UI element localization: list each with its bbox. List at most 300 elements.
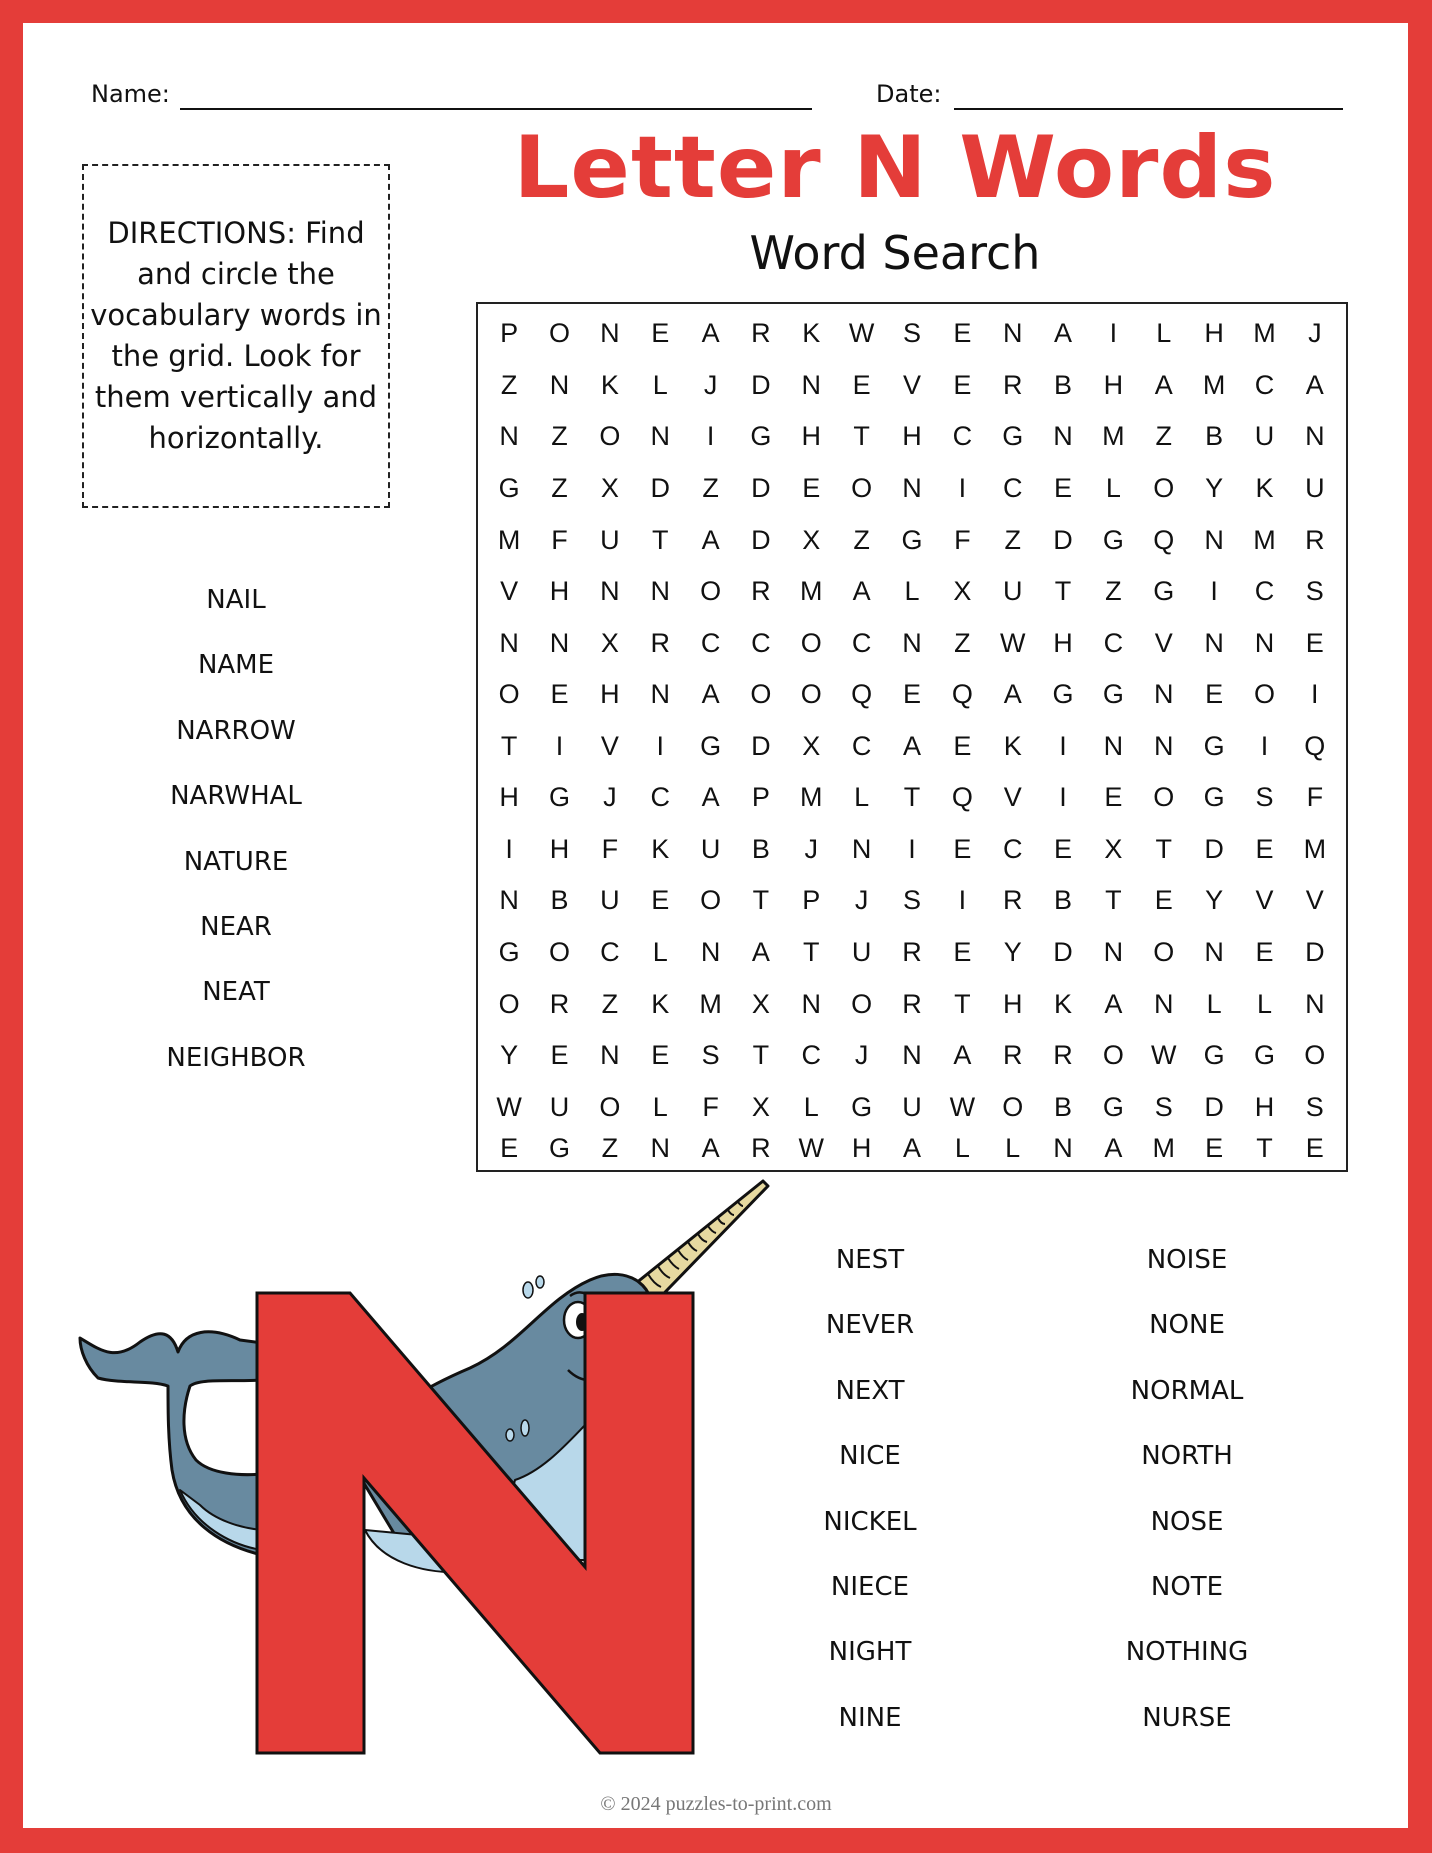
grid-cell[interactable]: O bbox=[851, 988, 873, 1019]
grid-cell[interactable]: Z bbox=[853, 524, 870, 555]
grid-cell[interactable]: N bbox=[650, 1133, 670, 1163]
grid-cell[interactable]: P bbox=[500, 318, 519, 349]
grid-cell[interactable]: D bbox=[1305, 937, 1325, 968]
grid-cell[interactable]: T bbox=[500, 730, 518, 761]
grid-cell[interactable]: G bbox=[1002, 421, 1024, 452]
grid-cell[interactable]: E bbox=[902, 679, 921, 710]
grid-cell[interactable]: N bbox=[600, 1040, 620, 1071]
grid-cell[interactable]: Q bbox=[851, 679, 873, 710]
grid-cell[interactable]: E bbox=[1205, 679, 1224, 710]
grid-cell[interactable]: G bbox=[1102, 524, 1124, 555]
grid-cell[interactable]: O bbox=[549, 318, 571, 349]
grid-cell[interactable]: Z bbox=[954, 627, 971, 658]
grid-cell[interactable]: S bbox=[902, 318, 921, 349]
grid-cell[interactable]: A bbox=[701, 1133, 720, 1163]
grid-cell[interactable]: G bbox=[1203, 1040, 1225, 1071]
grid-cell[interactable]: N bbox=[700, 937, 721, 968]
grid-cell[interactable]: W bbox=[496, 1091, 522, 1122]
grid-cell[interactable]: U bbox=[549, 1091, 570, 1122]
grid-cell[interactable]: G bbox=[1102, 1091, 1124, 1122]
grid-cell[interactable]: E bbox=[953, 318, 972, 349]
grid-cell[interactable]: N bbox=[902, 627, 922, 658]
grid-cell[interactable]: Z bbox=[551, 421, 568, 452]
grid-cell[interactable]: E bbox=[1104, 782, 1123, 813]
grid-cell[interactable]: K bbox=[651, 833, 670, 864]
grid-cell[interactable]: G bbox=[750, 421, 772, 452]
grid-cell[interactable]: B bbox=[1205, 421, 1224, 452]
grid-cell[interactable]: T bbox=[1256, 1133, 1273, 1163]
grid-cell[interactable]: F bbox=[954, 524, 971, 555]
grid-cell[interactable]: C bbox=[851, 627, 872, 658]
grid-cell[interactable]: N bbox=[549, 627, 570, 658]
grid-cell[interactable]: B bbox=[1054, 1091, 1073, 1122]
grid-cell[interactable]: N bbox=[1204, 937, 1224, 968]
grid-cell[interactable]: E bbox=[651, 885, 670, 916]
grid-cell[interactable]: N bbox=[549, 369, 570, 400]
grid-cell[interactable]: N bbox=[851, 833, 872, 864]
grid-cell[interactable]: M bbox=[1152, 1133, 1175, 1163]
date-field-line[interactable] bbox=[954, 108, 1343, 110]
grid-cell[interactable]: O bbox=[1102, 1040, 1124, 1071]
grid-cell[interactable]: Q bbox=[951, 679, 973, 710]
grid-cell[interactable]: T bbox=[752, 885, 770, 916]
grid-cell[interactable]: N bbox=[650, 576, 670, 607]
grid-cell[interactable]: D bbox=[1204, 833, 1224, 864]
grid-cell[interactable]: R bbox=[902, 988, 922, 1019]
grid-cell[interactable]: V bbox=[600, 730, 619, 761]
grid-cell[interactable]: E bbox=[1205, 1133, 1224, 1163]
grid-cell[interactable]: C bbox=[600, 937, 620, 968]
grid-cell[interactable]: O bbox=[1153, 782, 1175, 813]
grid-cell[interactable]: X bbox=[751, 988, 770, 1019]
grid-cell[interactable]: L bbox=[854, 782, 870, 813]
grid-cell[interactable]: V bbox=[902, 369, 921, 400]
grid-cell[interactable]: M bbox=[699, 988, 722, 1019]
grid-cell[interactable]: B bbox=[1054, 885, 1073, 916]
grid-cell[interactable]: I bbox=[1059, 730, 1067, 761]
grid-cell[interactable]: C bbox=[1002, 472, 1023, 503]
grid-cell[interactable]: D bbox=[1053, 524, 1073, 555]
grid-cell[interactable]: G bbox=[851, 1091, 873, 1122]
grid-cell[interactable]: N bbox=[1204, 627, 1224, 658]
grid-cell[interactable]: O bbox=[1253, 679, 1275, 710]
grid-cell[interactable]: V bbox=[1003, 782, 1022, 813]
grid-cell[interactable]: N bbox=[1254, 627, 1275, 658]
grid-cell[interactable]: E bbox=[953, 937, 972, 968]
grid-cell[interactable]: X bbox=[802, 730, 821, 761]
grid-cell[interactable]: M bbox=[1102, 421, 1125, 452]
grid-cell[interactable]: N bbox=[801, 369, 822, 400]
grid-cell[interactable]: T bbox=[954, 988, 971, 1019]
grid-cell[interactable]: S bbox=[1305, 576, 1324, 607]
grid-cell[interactable]: Z bbox=[702, 472, 719, 503]
grid-cell[interactable]: I bbox=[958, 472, 967, 503]
grid-cell[interactable]: N bbox=[600, 576, 620, 607]
grid-cell[interactable]: D bbox=[1053, 937, 1073, 968]
grid-cell[interactable]: I bbox=[555, 730, 564, 761]
grid-cell[interactable]: W bbox=[1151, 1040, 1177, 1071]
grid-cell[interactable]: Z bbox=[551, 472, 568, 503]
grid-cell[interactable]: N bbox=[499, 627, 519, 658]
grid-cell[interactable]: X bbox=[751, 1091, 770, 1122]
grid-cell[interactable]: O bbox=[498, 679, 520, 710]
grid-cell[interactable]: U bbox=[1305, 472, 1325, 503]
grid-cell[interactable]: U bbox=[700, 833, 721, 864]
grid-cell[interactable]: V bbox=[500, 576, 519, 607]
grid-cell[interactable]: G bbox=[549, 1133, 571, 1163]
grid-cell[interactable]: L bbox=[1256, 988, 1272, 1019]
grid-cell[interactable]: O bbox=[1153, 472, 1175, 503]
grid-cell[interactable]: M bbox=[497, 524, 521, 555]
grid-cell[interactable]: N bbox=[1154, 679, 1174, 710]
grid-cell[interactable]: B bbox=[550, 885, 569, 916]
grid-cell[interactable]: L bbox=[652, 369, 668, 400]
grid-cell[interactable]: C bbox=[650, 782, 670, 813]
grid-cell[interactable]: A bbox=[1305, 369, 1324, 400]
grid-cell[interactable]: L bbox=[1206, 988, 1222, 1019]
grid-cell[interactable]: T bbox=[752, 1040, 770, 1071]
grid-cell[interactable]: A bbox=[953, 1040, 972, 1071]
grid-cell[interactable]: E bbox=[953, 833, 972, 864]
grid-cell[interactable]: R bbox=[549, 988, 570, 1019]
grid-cell[interactable]: R bbox=[751, 318, 771, 349]
grid-cell[interactable]: T bbox=[1054, 576, 1072, 607]
grid-cell[interactable]: I bbox=[908, 833, 916, 864]
grid-cell[interactable]: Z bbox=[601, 1133, 619, 1163]
grid-cell[interactable]: C bbox=[952, 421, 973, 452]
grid-cell[interactable]: K bbox=[1255, 472, 1274, 503]
word-list-item: NONE bbox=[1149, 1310, 1225, 1341]
grid-cell[interactable]: E bbox=[802, 472, 821, 503]
grid-cell[interactable]: E bbox=[500, 1133, 519, 1163]
grid-cell[interactable]: C bbox=[700, 627, 721, 658]
grid-cell[interactable]: N bbox=[1305, 421, 1325, 452]
grid-cell[interactable]: R bbox=[902, 937, 922, 968]
grid-cell[interactable]: E bbox=[651, 318, 670, 349]
grid-cell[interactable]: W bbox=[798, 1133, 825, 1163]
grid-cell[interactable]: H bbox=[549, 576, 570, 607]
grid-cell[interactable]: Z bbox=[500, 369, 518, 400]
grid-cell[interactable]: W bbox=[999, 627, 1026, 658]
grid-cell[interactable]: C bbox=[1002, 833, 1023, 864]
grid-cell[interactable]: G bbox=[498, 472, 520, 503]
grid-cell[interactable]: E bbox=[953, 730, 972, 761]
grid-cell[interactable]: Z bbox=[1155, 421, 1172, 452]
grid-cell[interactable]: S bbox=[1154, 1091, 1173, 1122]
grid-cell[interactable]: I bbox=[1109, 318, 1118, 349]
grid-cell[interactable]: N bbox=[650, 421, 670, 452]
grid-cell[interactable]: A bbox=[852, 576, 871, 607]
grid-cell[interactable]: J bbox=[804, 833, 819, 864]
grid-cell[interactable]: Z bbox=[601, 988, 619, 1019]
grid-cell[interactable]: J bbox=[1308, 318, 1322, 349]
grid-cell[interactable]: S bbox=[1255, 782, 1274, 813]
grid-cell[interactable]: J bbox=[854, 1040, 869, 1071]
grid-cell[interactable]: L bbox=[803, 1091, 819, 1122]
grid-cell[interactable]: W bbox=[949, 1091, 976, 1122]
directions-box bbox=[82, 164, 390, 508]
grid-cell[interactable]: I bbox=[706, 421, 715, 452]
grid-cell[interactable]: O bbox=[851, 472, 873, 503]
grid-cell[interactable]: L bbox=[954, 1133, 970, 1163]
grid-cell[interactable]: N bbox=[1204, 524, 1224, 555]
grid-cell[interactable]: G bbox=[1052, 679, 1074, 710]
grid-cell[interactable]: I bbox=[1059, 782, 1067, 813]
grid-cell[interactable]: C bbox=[801, 1040, 822, 1071]
grid-cell[interactable]: C bbox=[1103, 627, 1124, 658]
grid-cell[interactable]: K bbox=[651, 988, 670, 1019]
grid-cell[interactable]: H bbox=[549, 833, 570, 864]
grid-cell[interactable]: N bbox=[1154, 730, 1174, 761]
grid-cell[interactable]: Z bbox=[1105, 576, 1122, 607]
grid-cell[interactable]: G bbox=[700, 730, 722, 761]
grid-cell[interactable]: A bbox=[1154, 369, 1173, 400]
grid-cell[interactable]: H bbox=[851, 1133, 872, 1163]
grid-cell[interactable]: F bbox=[702, 1091, 719, 1122]
grid-cell[interactable]: L bbox=[1156, 318, 1172, 349]
grid-cell[interactable]: J bbox=[603, 782, 617, 813]
grid-cell[interactable]: A bbox=[902, 730, 921, 761]
grid-cell[interactable]: C bbox=[1254, 576, 1275, 607]
grid-cell[interactable]: N bbox=[801, 988, 822, 1019]
word-list-right bbox=[1087, 1228, 1287, 1751]
grid-cell[interactable]: V bbox=[1154, 627, 1173, 658]
grid-cell[interactable]: X bbox=[600, 627, 619, 658]
grid-cell[interactable]: E bbox=[1154, 885, 1173, 916]
grid-cell[interactable]: O bbox=[800, 679, 822, 710]
grid-cell[interactable]: M bbox=[1253, 524, 1276, 555]
grid-cell[interactable]: Y bbox=[500, 1040, 519, 1071]
grid-cell[interactable]: M bbox=[800, 782, 823, 813]
grid-cell[interactable]: K bbox=[802, 318, 821, 349]
grid-cell[interactable]: H bbox=[801, 421, 822, 452]
grid-cell[interactable]: N bbox=[650, 679, 670, 710]
grid-cell[interactable]: D bbox=[650, 472, 670, 503]
grid-cell[interactable]: S bbox=[1305, 1091, 1324, 1122]
grid-cell[interactable]: K bbox=[1003, 730, 1022, 761]
grid-cell[interactable]: V bbox=[1255, 885, 1274, 916]
grid-cell[interactable]: R bbox=[1305, 524, 1325, 555]
grid-cell[interactable]: U bbox=[600, 885, 620, 916]
grid-cell[interactable]: E bbox=[1054, 472, 1073, 503]
grid-cell[interactable]: G bbox=[901, 524, 923, 555]
grid-cell[interactable]: N bbox=[499, 885, 519, 916]
grid-cell[interactable]: M bbox=[1303, 833, 1327, 864]
grid-cell[interactable]: N bbox=[1053, 1133, 1073, 1163]
grid-cell[interactable]: N bbox=[1154, 988, 1174, 1019]
grid-cell[interactable]: A bbox=[701, 318, 720, 349]
grid-cell[interactable]: O bbox=[700, 885, 722, 916]
grid-cell[interactable]: A bbox=[902, 1133, 921, 1163]
grid-cell[interactable]: R bbox=[751, 576, 771, 607]
grid-cell[interactable]: O bbox=[549, 937, 571, 968]
grid-cell[interactable]: E bbox=[1305, 1133, 1324, 1163]
grid-cell[interactable]: Y bbox=[1205, 885, 1224, 916]
grid-cell[interactable]: A bbox=[1104, 988, 1123, 1019]
grid-cell[interactable]: E bbox=[1305, 627, 1324, 658]
grid-cell[interactable]: E bbox=[1255, 833, 1274, 864]
grid-cell[interactable]: O bbox=[1304, 1040, 1326, 1071]
grid-cell[interactable]: U bbox=[851, 937, 872, 968]
grid-cell[interactable]: N bbox=[902, 1040, 922, 1071]
grid-cell[interactable]: G bbox=[1203, 782, 1225, 813]
grid-cell[interactable]: B bbox=[1054, 369, 1073, 400]
grid-cell[interactable]: A bbox=[701, 524, 720, 555]
grid-cell[interactable]: E bbox=[1255, 937, 1274, 968]
grid-cell[interactable]: H bbox=[1002, 988, 1023, 1019]
grid-cell[interactable]: A bbox=[1054, 318, 1073, 349]
grid-cell[interactable]: B bbox=[751, 833, 770, 864]
grid-cell[interactable]: R bbox=[650, 627, 670, 658]
grid-cell[interactable]: R bbox=[1002, 369, 1023, 400]
grid-cell[interactable]: F bbox=[551, 524, 568, 555]
name-field-line[interactable] bbox=[180, 108, 812, 110]
grid-cell[interactable]: L bbox=[1005, 1133, 1021, 1163]
grid-cell[interactable]: Z bbox=[1004, 524, 1021, 555]
grid-cell[interactable]: R bbox=[1002, 885, 1023, 916]
grid-cell[interactable]: N bbox=[1103, 937, 1124, 968]
grid-cell[interactable]: G bbox=[1253, 1040, 1275, 1071]
word-list-item: NEAT bbox=[202, 977, 270, 1008]
grid-cell[interactable]: P bbox=[802, 885, 821, 916]
grid-cell[interactable]: I bbox=[505, 833, 513, 864]
grid-cell[interactable]: N bbox=[600, 318, 620, 349]
grid-cell[interactable]: J bbox=[854, 885, 869, 916]
grid-cell[interactable]: F bbox=[601, 833, 619, 864]
grid-cell[interactable]: C bbox=[1254, 369, 1275, 400]
grid-cell[interactable]: R bbox=[751, 1133, 771, 1163]
grid-cell[interactable]: I bbox=[656, 730, 664, 761]
grid-cell[interactable]: E bbox=[550, 679, 569, 710]
grid-cell[interactable]: G bbox=[498, 937, 520, 968]
grid-cell[interactable]: I bbox=[1210, 576, 1218, 607]
grid-cell[interactable]: N bbox=[1053, 421, 1073, 452]
grid-cell[interactable]: I bbox=[958, 885, 967, 916]
word-list-item: NOTE bbox=[1150, 1571, 1224, 1602]
grid-cell[interactable]: T bbox=[903, 782, 921, 813]
grid-cell[interactable]: R bbox=[1053, 1040, 1073, 1071]
grid-cell[interactable]: G bbox=[1203, 730, 1225, 761]
grid-cell[interactable]: U bbox=[600, 524, 620, 555]
grid-cell[interactable]: O bbox=[1002, 1091, 1024, 1122]
directions-text: DIRECTIONS: Find and circle the vocabulary words in the grid. Look for them vertically and horizontally. bbox=[90, 216, 382, 455]
grid-cell[interactable]: D bbox=[1204, 1091, 1224, 1122]
grid-cell[interactable]: Q bbox=[1304, 730, 1326, 761]
grid-cell[interactable]: D bbox=[751, 472, 771, 503]
grid-cell[interactable]: A bbox=[1104, 1133, 1123, 1163]
grid-cell[interactable]: V bbox=[1305, 885, 1324, 916]
grid-cell[interactable]: D bbox=[751, 730, 771, 761]
grid-cell[interactable]: F bbox=[1306, 782, 1324, 813]
grid-cell[interactable]: X bbox=[600, 472, 619, 503]
grid-cell[interactable]: X bbox=[1104, 833, 1123, 864]
grid-cell[interactable]: Y bbox=[1205, 472, 1224, 503]
grid-cell[interactable]: O bbox=[700, 576, 722, 607]
grid-cell[interactable]: H bbox=[600, 679, 620, 710]
grid-cell[interactable]: Q bbox=[951, 782, 973, 813]
grid-cell[interactable]: A bbox=[1003, 679, 1022, 710]
grid-cell[interactable]: A bbox=[701, 679, 720, 710]
grid-cell[interactable]: M bbox=[800, 576, 823, 607]
grid-cell[interactable]: G bbox=[1153, 576, 1175, 607]
grid-cell[interactable]: O bbox=[498, 988, 520, 1019]
grid-cell[interactable]: T bbox=[651, 524, 669, 555]
grid-cell[interactable]: U bbox=[902, 1091, 922, 1122]
grid-cell[interactable]: L bbox=[652, 1091, 668, 1122]
grid-cell[interactable]: E bbox=[550, 1040, 569, 1071]
grid-cell[interactable]: L bbox=[904, 576, 920, 607]
grid-cell[interactable]: T bbox=[803, 937, 820, 968]
grid-cell[interactable]: N bbox=[1305, 988, 1325, 1019]
grid-cell[interactable]: H bbox=[1254, 1091, 1275, 1122]
grid-cell[interactable]: D bbox=[751, 524, 771, 555]
grid-cell[interactable]: M bbox=[1202, 369, 1226, 400]
grid-cell[interactable]: O bbox=[599, 1091, 621, 1122]
grid-cell[interactable]: J bbox=[703, 369, 718, 400]
grid-cell[interactable]: Y bbox=[1003, 937, 1022, 968]
grid-cell[interactable]: H bbox=[902, 421, 922, 452]
grid-cell[interactable]: T bbox=[853, 421, 870, 452]
page-title: Letter N Words bbox=[513, 118, 1277, 218]
grid-cell[interactable]: O bbox=[1153, 937, 1175, 968]
grid-cell[interactable]: N bbox=[499, 421, 519, 452]
grid-cell[interactable]: L bbox=[1105, 472, 1121, 503]
grid-cell[interactable]: E bbox=[1054, 833, 1073, 864]
grid-cell[interactable]: X bbox=[802, 524, 821, 555]
grid-cell[interactable]: N bbox=[1002, 318, 1023, 349]
grid-cell[interactable]: H bbox=[499, 782, 519, 813]
grid-cell[interactable]: O bbox=[750, 679, 772, 710]
grid-cell[interactable]: A bbox=[701, 782, 720, 813]
grid-cell[interactable]: N bbox=[1103, 730, 1124, 761]
grid-cell[interactable]: G bbox=[549, 782, 571, 813]
grid-cell[interactable]: H bbox=[1103, 369, 1124, 400]
grid-cell[interactable]: H bbox=[1053, 627, 1073, 658]
grid-cell[interactable]: T bbox=[1105, 885, 1122, 916]
grid-cell[interactable]: M bbox=[1253, 318, 1276, 349]
grid-cell[interactable]: E bbox=[651, 1040, 670, 1071]
grid-cell[interactable]: O bbox=[599, 421, 621, 452]
name-label: Name: bbox=[91, 80, 170, 108]
grid-cell[interactable]: R bbox=[1002, 1040, 1023, 1071]
grid-cell[interactable]: U bbox=[1002, 576, 1023, 607]
grid-cell[interactable]: T bbox=[1155, 833, 1172, 864]
grid-cell[interactable]: C bbox=[851, 730, 872, 761]
grid-cell[interactable]: D bbox=[751, 369, 771, 400]
grid-cell[interactable]: I bbox=[1311, 679, 1319, 710]
grid-cell[interactable]: Q bbox=[1153, 524, 1175, 555]
grid-cell[interactable]: L bbox=[652, 937, 668, 968]
grid-cell[interactable]: C bbox=[751, 627, 771, 658]
grid-cell[interactable]: S bbox=[701, 1040, 720, 1071]
grid-cell[interactable]: G bbox=[1102, 679, 1124, 710]
grid-cell[interactable]: K bbox=[1054, 988, 1073, 1019]
grid-cell[interactable]: U bbox=[1254, 421, 1275, 452]
grid-cell[interactable]: E bbox=[852, 369, 871, 400]
grid-cell[interactable]: X bbox=[953, 576, 972, 607]
grid-cell[interactable]: K bbox=[600, 369, 619, 400]
grid-cell[interactable]: O bbox=[800, 627, 822, 658]
grid-cell[interactable]: S bbox=[902, 885, 921, 916]
grid-cell[interactable]: A bbox=[751, 937, 770, 968]
grid-cell[interactable]: E bbox=[953, 369, 972, 400]
grid-cell[interactable]: H bbox=[1204, 318, 1224, 349]
grid-cell[interactable]: N bbox=[902, 472, 922, 503]
grid-cell[interactable]: W bbox=[848, 318, 875, 349]
grid-cell[interactable]: I bbox=[1260, 730, 1269, 761]
word-list-item: NARWHAL bbox=[170, 781, 302, 812]
grid-cell[interactable]: P bbox=[751, 782, 770, 813]
